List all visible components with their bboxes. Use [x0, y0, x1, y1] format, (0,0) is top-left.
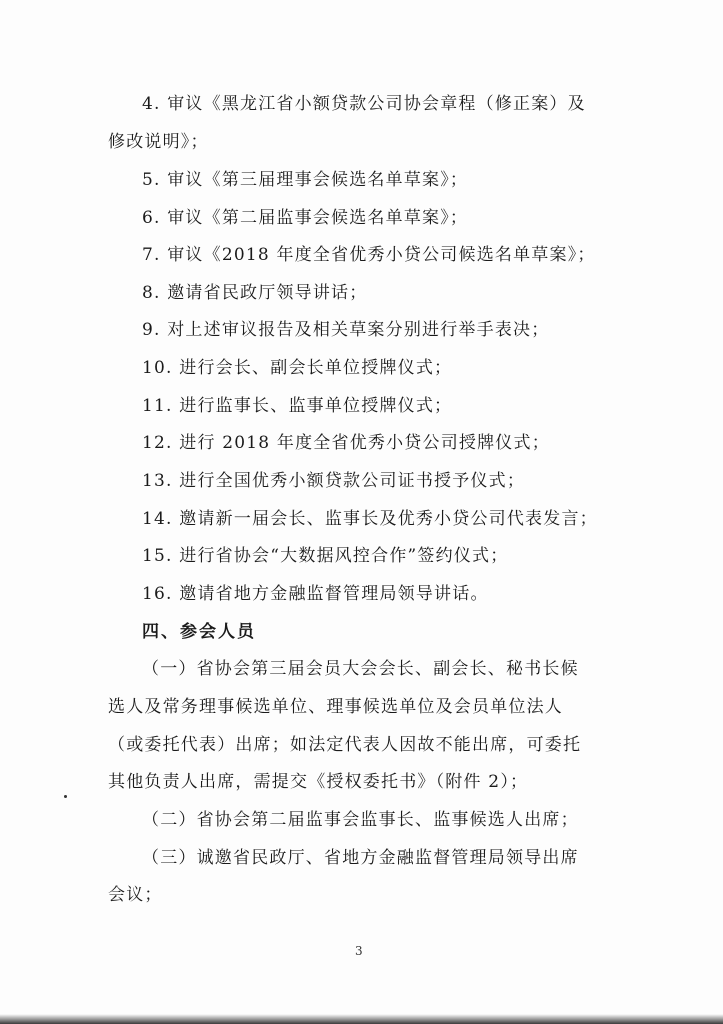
section-heading-attendees: 四、参会人员	[142, 622, 256, 642]
attendee-paragraph-1-line-2: 选人及常务理事候选单位、理事候选单位及会员单位法人	[108, 697, 563, 717]
page-number: 3	[355, 944, 363, 958]
attendee-paragraph-1-line-4: 其他负责人出席，需提交《授权委托书》（附件 2）；	[108, 772, 529, 792]
agenda-item-5: 5. 审议《第三届理事会候选名单草案》；	[142, 170, 469, 190]
agenda-item-6: 6. 审议《第二届监事会候选名单草案》；	[142, 208, 469, 228]
agenda-item-15: 15. 进行省协会“大数据风控合作”签约仪式；	[142, 546, 509, 566]
agenda-item-8: 8. 邀请省民政厅领导讲话；	[142, 283, 368, 303]
agenda-item-12: 12. 进行 2018 年度全省优秀小贷公司授牌仪式；	[142, 433, 550, 453]
attendee-paragraph-2: （二）省协会第二届监事会监事长、监事候选人出席；	[142, 810, 579, 830]
agenda-item-14: 14. 邀请新一届会长、监事长及优秀小贷公司代表发言；	[142, 509, 598, 529]
agenda-item-11: 11. 进行监事长、监事单位授牌仪式；	[142, 396, 453, 416]
attendee-paragraph-1-line-1: （一）省协会第三届会员大会会长、副会长、秘书长候	[142, 659, 579, 679]
agenda-item-4-continued: 修改说明》；	[108, 132, 209, 152]
agenda-item-7: 7. 审议《2018 年度全省优秀小贷公司候选名单草案》；	[142, 245, 596, 265]
agenda-item-10: 10. 进行会长、副会长单位授牌仪式；	[142, 358, 453, 378]
scan-bottom-edge	[0, 1014, 723, 1024]
attendee-paragraph-3-line-2: 会议；	[108, 885, 163, 905]
scan-speck	[64, 795, 67, 798]
agenda-item-16: 16. 邀请省地方金融监督管理局领导讲话。	[142, 584, 489, 604]
attendee-paragraph-3-line-1: （三）诚邀省民政厅、省地方金融监督管理局领导出席	[142, 848, 579, 868]
agenda-item-13: 13. 进行全国优秀小额贷款公司证书授予仪式；	[142, 471, 526, 491]
agenda-item-4: 4. 审议《黑龙江省小额贷款公司协会章程（修正案）及	[142, 94, 586, 114]
agenda-item-9: 9. 对上述审议报告及相关草案分别进行举手表决；	[142, 320, 550, 340]
attendee-paragraph-1-line-3: （或委托代表）出席；如法定代表人因故不能出席，可委托	[108, 735, 582, 755]
